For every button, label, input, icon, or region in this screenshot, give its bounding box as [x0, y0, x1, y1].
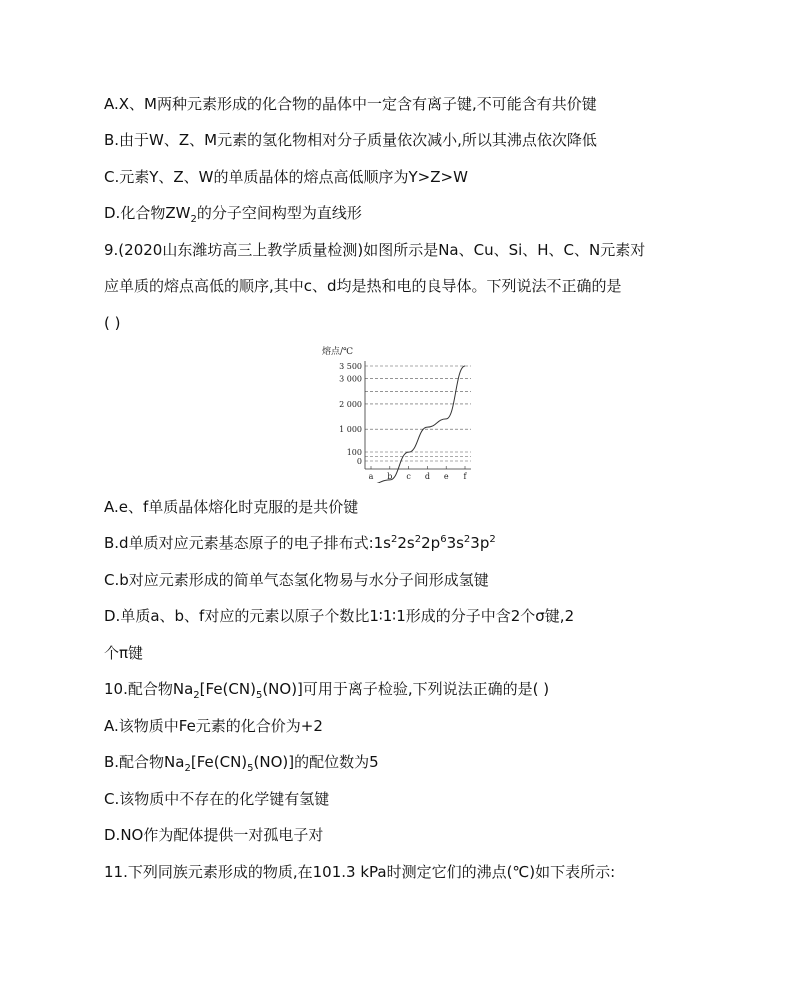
y-tick-label-2: 2 000 — [339, 399, 362, 409]
x-tick-label-b: b — [387, 472, 393, 481]
q11-stem: 11.下列同族元素形成的物质,在101.3 kPa时测定它们的沸点(℃)如下表所示: — [104, 863, 616, 881]
q9-option-a: A.e、f单质晶体熔化时克服的是共价键 — [104, 498, 359, 516]
q9-answer-bracket: ( ) — [104, 314, 121, 332]
q9-stem-line2: 应单质的熔点高低的顺序,其中c、d均是热和电的良导体。下列说法不正确的是 — [104, 277, 622, 295]
q10-option-b: B.配合物$Na_2[Fe(CN)_5(NO)]$的配位数为5 — [104, 753, 379, 774]
y-tick-label-4: 100 — [346, 448, 362, 457]
q8-option-d: D.化合物$ZW_2$的分子空间构型为直线形 — [104, 204, 362, 225]
q8-option-a: A.X、M两种元素形成的化合物的晶体中一定含有离子键,不可能含有共价键 — [104, 95, 597, 113]
q9-option-b: B.d单质对应元素基态原子的电子排布式$:1s^22s^22p^63s^23p^2$ — [104, 534, 496, 552]
x-tick-label-a: a — [368, 472, 374, 481]
chart-tick-labels — [339, 362, 467, 481]
q10-option-a: A.该物质中Fe元素的化合价为+2 — [104, 717, 323, 735]
y-tick-label-5: 0 — [356, 457, 362, 466]
q10-option-c: C.该物质中不存在的化学键有氢键 — [104, 790, 330, 808]
q8-option-b: B.由于W、Z、M元素的氢化物相对分子质量依次减小,所以其沸点依次降低 — [104, 131, 597, 149]
x-tick-label-f: f — [463, 472, 467, 481]
x-tick-label-c: c — [406, 472, 411, 481]
y-tick-label-0: 3 500 — [339, 362, 362, 371]
q9-stem-line1: 9.(2020山东潍坊高三上教学质量检测)如图所示是Na、Cu、Si、H、C、N元素对 — [104, 241, 646, 259]
q9-option-d-line2: 个π键 — [104, 644, 144, 662]
q9-option-c: C.b对应元素形成的简单气态氢化物易与水分子间形成氢键 — [104, 571, 489, 589]
x-tick-label-d: d — [424, 472, 430, 481]
q8-option-c: C.元素Y、Z、W的单质晶体的熔点高低顺序为Y>Z>W — [104, 168, 468, 186]
melting-point-chart — [318, 343, 478, 483]
q10-stem: 10.配合物$Na_2[Fe(CN)_5(NO)]$可用于离子检验,下列说法正确的是( ) — [104, 680, 550, 701]
x-tick-label-e: e — [443, 472, 449, 481]
melting-point-curve — [368, 366, 465, 483]
y-tick-label-1: 3 000 — [339, 374, 362, 384]
y-tick-label-3: 1 000 — [339, 425, 362, 435]
chart-grid — [365, 366, 471, 461]
q9-option-d-line1: D.单质a、b、f对应的元素以原子个数比1∶1∶1形成的分子中含2个σ键,2 — [104, 607, 575, 625]
chart-ylabel: 熔点/℃ — [322, 347, 354, 357]
q10-option-d: D.NO作为配体提供一对孤电子对 — [104, 826, 324, 844]
